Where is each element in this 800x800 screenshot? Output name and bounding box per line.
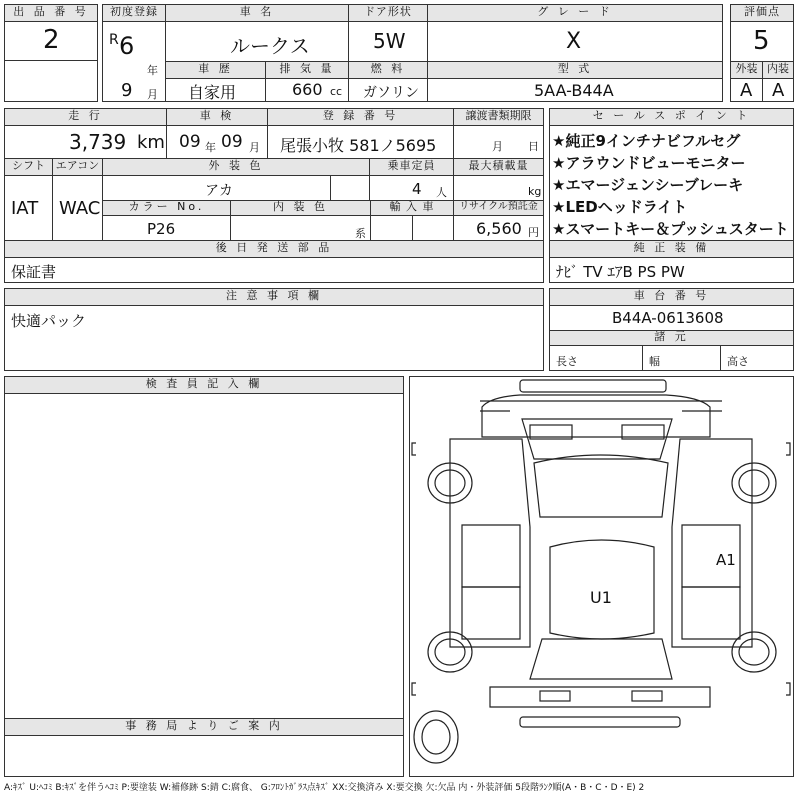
rear-bracket-right [786, 683, 790, 695]
spare-tire [414, 711, 458, 763]
history: 自家用 [188, 83, 237, 102]
grade: X [566, 29, 582, 54]
car-name-header: 車 名 [165, 4, 349, 22]
first-reg-cell [102, 21, 166, 102]
interior-score-header: 内装 [762, 61, 794, 79]
recycle-unit: 円 [528, 226, 539, 239]
mileage-header: 走 行 [4, 108, 167, 126]
int-color-header: 内 装 色 [230, 200, 371, 216]
displacement-header: 排 気 量 [265, 61, 349, 79]
mileage-unit: km [137, 132, 165, 153]
shift-header: シフト [4, 158, 53, 176]
rear-window [530, 639, 672, 679]
legend: A:ｷｽﾞ U:ﾍｺﾐ B:ｷｽﾞを伴うﾍｺﾐ P:要塗装 W:補修跡 S:錆 C:腐食、 G:ﾌﾛﾝﾄｶﾞﾗｽ点ｷｽﾞ XX:交換済み X:要交換 欠:欠品 内・外装評価 5段階ﾗﾝｸ順(A・B・C・D・E) 2 [4, 783, 645, 793]
ext-color-cell [102, 175, 331, 201]
first-reg-month: 9 [121, 80, 133, 101]
import-cell-a [370, 215, 413, 241]
door-cell [348, 21, 428, 62]
dims-length-label: 長さ [556, 355, 578, 368]
inspection-year: 09 [179, 132, 201, 152]
recycle-header: リサイクル預託金 [453, 200, 544, 216]
int-color-unit: 系 [355, 227, 366, 240]
mileage-cell [4, 125, 167, 159]
interior-score: A [772, 80, 785, 101]
score-cell [730, 21, 794, 62]
lot-number-blank [4, 60, 98, 102]
max-load-unit: kg [528, 185, 542, 198]
sales-point-5: ★スマートキー＆プッシュスタート [552, 220, 789, 238]
chassis-number: B44A-0613608 [612, 309, 724, 327]
exterior-score: A [740, 80, 753, 101]
car-diagram-box [409, 376, 794, 777]
shift-cell [4, 175, 53, 241]
capacity-unit: 人 [436, 186, 447, 199]
door-rear-right [682, 587, 740, 639]
interior-score-cell [762, 78, 794, 102]
inspector-area [4, 393, 404, 719]
grade-cell [427, 21, 723, 62]
later-parts: 保証書 [11, 263, 57, 281]
car-diagram [410, 377, 793, 776]
mirror-bracket-left [412, 443, 416, 455]
front-bumper-detail [480, 401, 722, 411]
rear-bracket-left [412, 683, 416, 695]
front-bumper [520, 380, 666, 392]
fuel-header: 燃 料 [348, 61, 428, 79]
fuel: ガソリン [363, 85, 419, 101]
inspection-month-unit: 月 [249, 141, 260, 154]
sales-points-header: セ ー ル ス ポ イ ン ト [549, 108, 794, 126]
dims-width-label: 幅 [649, 355, 660, 368]
lot-number-header: 出 品 番 号 [4, 4, 98, 22]
sales-point-3: ★エマージェンシーブレーキ [552, 176, 744, 194]
notes-cell [4, 305, 544, 371]
sales-point-4: ★LEDヘッドライト [552, 198, 688, 216]
capacity-header: 乗車定員 [369, 158, 454, 176]
genuine-header: 純 正 装 備 [549, 240, 794, 258]
import-header: 輸 入 車 [370, 200, 454, 216]
transfer-header: 譲渡書類期限 [453, 108, 544, 126]
exterior-score-header: 外装 [730, 61, 763, 79]
later-parts-cell [4, 257, 544, 283]
displacement: 660 [292, 80, 323, 99]
color-no-header: カラー No. [102, 200, 231, 216]
inspection-cell [166, 125, 268, 159]
first-reg-year: 6 [119, 32, 135, 60]
ext-color-extra [330, 175, 370, 201]
displacement-cell [265, 78, 349, 102]
dims-width-cell [642, 345, 721, 371]
inspection-month: 09 [221, 132, 243, 152]
dims-height-label: 高さ [727, 355, 749, 368]
plate-cell [267, 125, 454, 159]
history-cell [165, 78, 266, 102]
model-cell [427, 78, 723, 102]
capacity: 4 [412, 180, 422, 198]
transfer-cell [453, 125, 544, 159]
door-type: 5W [373, 29, 406, 53]
recycle-cell [453, 215, 544, 241]
max-load-header: 最大積載量 [453, 158, 544, 176]
door-rear-left [462, 587, 520, 639]
history-header: 車 歴 [165, 61, 266, 79]
rear-lamp-right [632, 691, 662, 701]
wheel-front-right-inner [739, 470, 769, 496]
transfer-day-unit: 日 [528, 140, 539, 153]
transfer-month-unit: 月 [492, 140, 503, 153]
lot-number: 2 [43, 25, 60, 55]
rear-lamp-left [540, 691, 570, 701]
chassis-header: 車 台 番 号 [549, 288, 794, 306]
inspection-year-unit: 年 [205, 141, 216, 154]
sales-point-1: ★純正9インチナビフルセグ [552, 132, 741, 150]
first-reg-year-unit: 年 [147, 64, 158, 77]
dims-length-cell [549, 345, 643, 371]
max-load-cell [453, 175, 544, 201]
mirror-bracket-right [786, 443, 790, 455]
car-name-cell [165, 21, 349, 62]
office-header: 事 務 局 よ り ご 案 内 [4, 718, 404, 736]
sales-point-2: ★アラウンドビューモニター [552, 154, 746, 172]
office-area [4, 735, 404, 777]
door-front-left [462, 525, 520, 587]
first-reg-month-unit: 月 [147, 88, 158, 101]
inspector-header: 検 査 員 記 入 欄 [4, 376, 404, 394]
shift: IAT [11, 198, 39, 219]
wheel-rear-right-inner [739, 639, 769, 665]
score-header: 評価点 [730, 4, 794, 22]
plate: 尾張小牧 581ノ5695 [280, 136, 437, 155]
model-header: 型 式 [427, 61, 723, 79]
first-reg-header: 初度登録 [102, 4, 166, 22]
recycle: 6,560 [476, 219, 522, 238]
ext-color: アカ [205, 183, 233, 199]
exterior-score-cell [730, 78, 763, 102]
ext-color-header: 外 装 色 [102, 158, 370, 176]
genuine-equipment: ﾅﾋﾞ TV ｴｱB PS PW [556, 263, 685, 281]
dims-header: 諸 元 [549, 330, 794, 346]
notes-header: 注 意 事 項 欄 [4, 288, 544, 306]
lot-number-cell [4, 21, 98, 61]
roof-outline [534, 455, 668, 517]
fuel-cell [348, 78, 428, 102]
notes: 快適パック [11, 312, 87, 330]
import-cell-b [412, 215, 454, 241]
rear-body [490, 687, 710, 707]
roof-mark: U1 [590, 588, 612, 607]
inspection-header: 車 検 [166, 108, 268, 126]
color-no: P26 [147, 220, 176, 238]
model: 5AA-B44A [534, 81, 614, 100]
displacement-unit: cc [330, 85, 343, 98]
capacity-cell [369, 175, 454, 201]
ac-cell [52, 175, 103, 241]
first-reg-era: R [109, 32, 119, 48]
grade-header: グ レ ー ド [427, 4, 723, 22]
color-no-cell [102, 215, 231, 241]
later-parts-header: 後 日 発 送 部 品 [4, 240, 544, 258]
genuine-cell [549, 257, 794, 283]
rear-bumper [520, 717, 680, 727]
ac-header: エアコン [52, 158, 103, 176]
spare-tire-inner [422, 720, 450, 754]
chassis-cell [549, 305, 794, 331]
int-color-cell [230, 215, 371, 241]
car-name: ルークス [230, 34, 310, 58]
mileage: 3,739 [69, 130, 127, 154]
ac: WAC [59, 198, 101, 219]
door-header: ドア形状 [348, 4, 428, 22]
plate-header: 登 録 番 号 [267, 108, 454, 126]
dims-height-cell [720, 345, 794, 371]
score: 5 [753, 26, 770, 56]
right-rear-door-mark: A1 [716, 551, 736, 569]
